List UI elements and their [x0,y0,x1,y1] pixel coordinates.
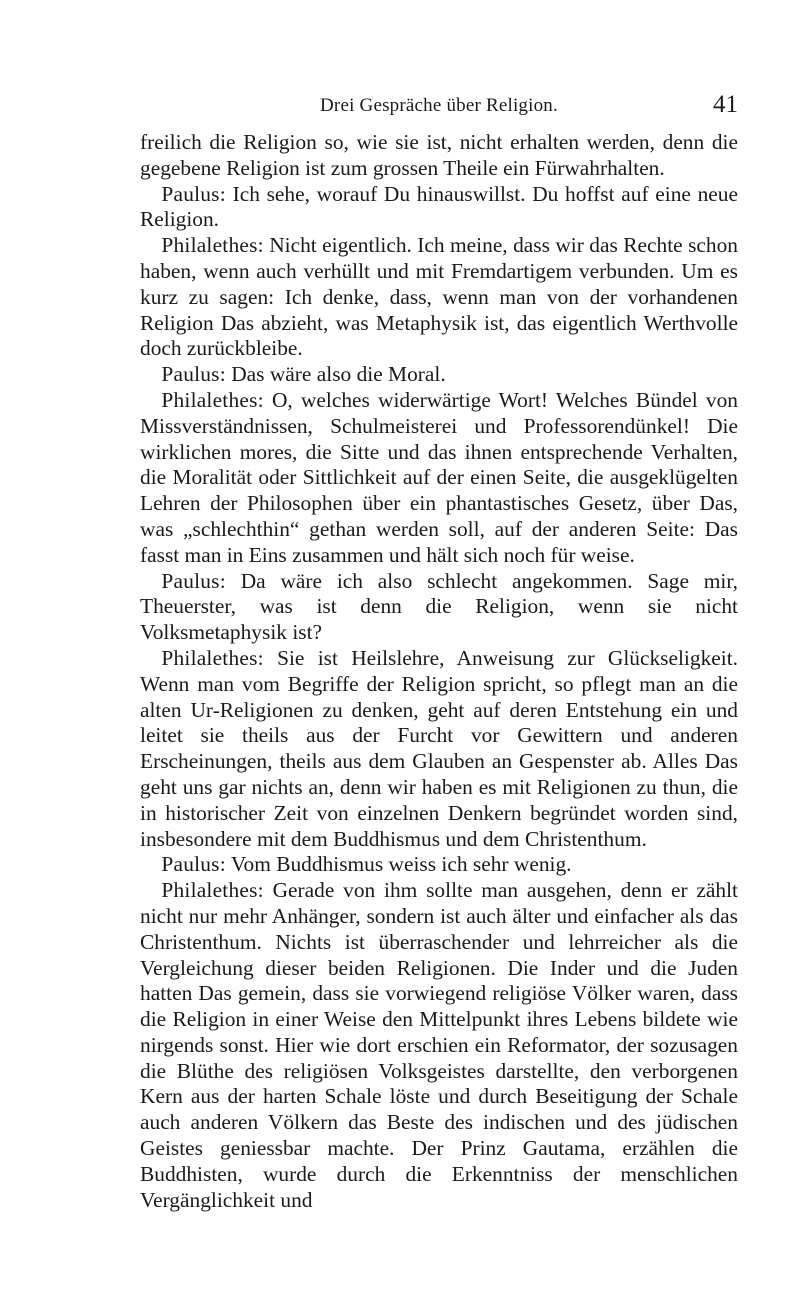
paragraph [140,878,738,1213]
paragraph-text: Das wäre also die Moral. [225,362,446,387]
paragraph [140,646,738,852]
paragraph [140,388,738,569]
speaker-label: Philalethes: [161,645,264,670]
paragraph-text: Da wäre ich also schlecht angekommen. Sage mir, Theuerster, was ist denn die Religion, wenn sie nicht Volksmetaphysik ist? [140,568,738,645]
speaker-label: Paulus: [161,568,226,593]
paragraph [140,130,738,182]
paragraph-text: Sie ist Heilslehre, Anweisung zur Glückseligkeit. Wenn man vom Begriffe der Religion spricht, so pflegt man an die alten Ur-Religionen zu denken, geht auf deren Entstehung ein und leitet sie theils aus der Furcht vor Gewittern und anderen Erscheinungen, theils aus dem Glauben an Gespenster ab. Alles Das geht uns gar nichts an, denn wir haben es mit Religionen zu thun, die in historischer Zeit von einzelnen Denkern begründet worden sind, insbesondere mit dem Buddhismus und dem Christenthum. [140,645,738,851]
text-body [140,130,738,1213]
speaker-label: Paulus: [161,181,226,206]
speaker-label: Paulus: [161,852,226,877]
paragraph-text: O, welches widerwärtige Wort! Welches Bündel von Missverständnissen, Schulmeisterei und Professorendünkel! Die wirklichen mores, die Sitte und das ihnen entsprechende Verhalten, die Moralität oder Sittlichkeit auf der einen Seite, die ausgeklügelten Lehren der Philosophen über ein phantastisches Gesetz, über Das, was „schlechthin“ gethan werden soll, auf der anderen Seite: Das fasst man in Eins zusammen und hält sich noch für weise. [140,387,738,567]
running-header [140,91,738,131]
paragraph-text: freilich die Religion so, wie sie ist, nicht erhalten werden, denn die gegebene Religion ist zum grossen Theile ein Fürwahrhalten. [140,130,738,180]
paragraph-text: Vom Buddhismus weiss ich sehr wenig. [225,852,572,877]
speaker-label: Philalethes: [161,878,264,903]
paragraph [140,233,738,362]
speaker-label: Paulus: [161,362,226,387]
paragraph [140,852,738,878]
paragraph [140,569,738,646]
page-number: 41 [713,91,738,118]
paragraph-text: Nicht eigentlich. Ich meine, dass wir das Rechte schon haben, wenn auch verhüllt und mit Fremdartigem verbunden. Um es kurz zu sagen: Ich denke, dass, wenn man von der vorhandenen Religion Das abzieht, was Metaphysik ist, das eigentlich Werthvolle doch zurückbleibe. [140,233,738,361]
speaker-label: Philalethes: [161,233,264,258]
running-title: Drei Gespräche über Religion. [320,95,558,116]
paragraph-text: Ich sehe, worauf Du hinauswillst. Du hoffst auf eine neue Religion. [140,181,738,232]
paragraph [140,182,738,234]
speaker-label: Philalethes: [161,387,264,412]
paragraph [140,362,738,388]
paragraph-text: Gerade von ihm sollte man ausgehen, denn er zählt nicht nur mehr Anhänger, sondern ist auch älter und einfacher als das Christenthum. Nichts ist überraschender und lehrreicher als die Vergleichung dieser beiden Religionen. Die Inder und die Juden hatten Das gemein, dass sie vorwiegend religiöse Völker waren, dass die Religion in einer Weise den Mittelpunkt ihres Lebens bildete wie nirgends sonst. Hier wie dort erschien ein Reformator, der sozusagen die Blüthe des religiösen Volksgeistes darstellte, den verborgenen Kern aus der harten Schale löste und durch Beseitigung der Schale auch anderen Völkern das Beste des indischen und des jüdischen Geistes geniessbar machte. Der Prinz Gautama, erzählen die Buddhisten, wurde durch die Erkenntniss der menschlichen Vergänglichkeit und [140,878,738,1212]
